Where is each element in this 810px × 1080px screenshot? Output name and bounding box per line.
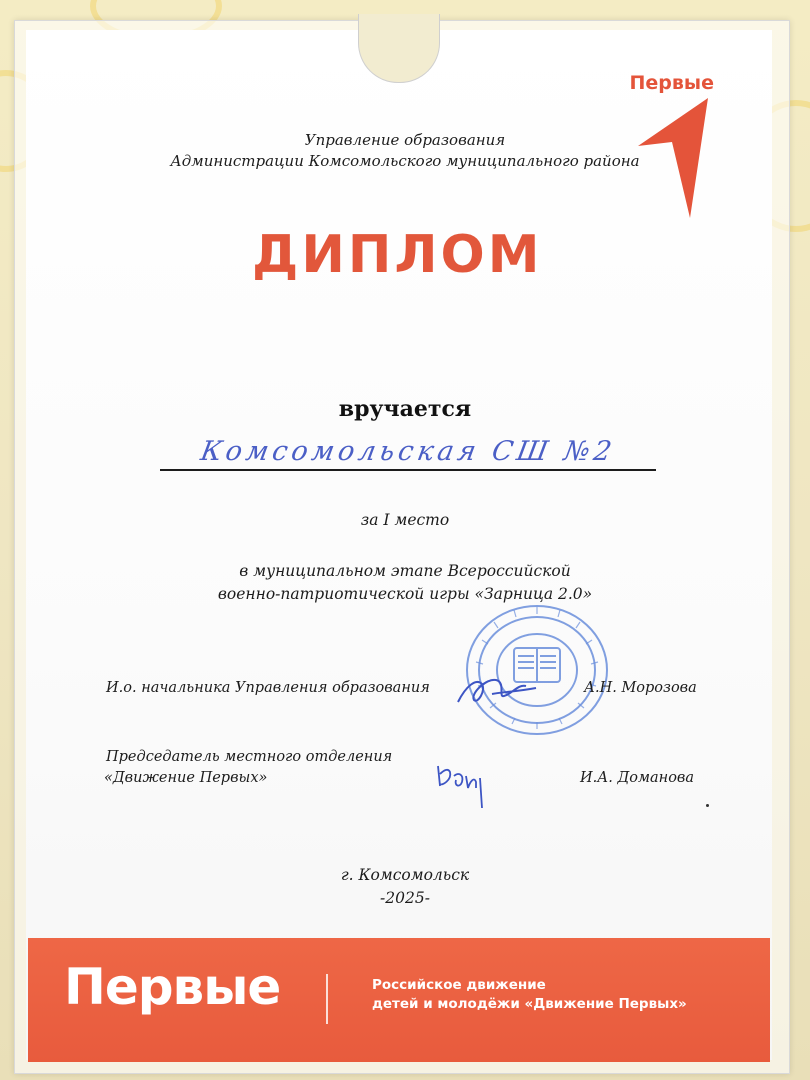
city-text: г. Комсомольск xyxy=(340,866,470,884)
signature1-icon xyxy=(452,664,542,714)
signer2-role-line2: «Движение Первых» xyxy=(104,770,268,786)
org-name-line1: Управление образования xyxy=(304,131,506,149)
footer-org-text xyxy=(372,976,687,1014)
footer-banner xyxy=(28,938,770,1062)
org-name-line2: Администрации Комсомольского муниципального района xyxy=(170,152,640,170)
place-text: за I место xyxy=(360,511,450,529)
winner-underline xyxy=(160,469,656,471)
awarded-label: вручается xyxy=(338,396,472,422)
corner-logo-text: Первые xyxy=(629,72,714,94)
footer-divider xyxy=(326,974,328,1024)
footer-brand-logo: Первые xyxy=(64,958,281,1016)
signature2-icon xyxy=(432,758,492,814)
signer2-name: И.А. Доманова xyxy=(580,770,695,786)
signer2-role-line1: Председатель местного отделения xyxy=(106,749,393,765)
footer-text-line1: Российское движение xyxy=(372,977,546,993)
signer1-role: И.о. начальника Управления образования xyxy=(106,680,430,696)
footer-text-line2: детей и молодёжи «Движение Первых» xyxy=(372,996,687,1012)
year-text: -2025- xyxy=(380,889,430,907)
event-line2: военно-патриотической игры «Зарница 2.0» xyxy=(217,585,593,603)
paper-speck xyxy=(706,804,709,807)
event-line1: в муниципальном этапе Всероссийской xyxy=(239,562,571,580)
signer1-name: А.Н. Морозова xyxy=(584,680,697,696)
winner-name: Комсомольская СШ №2 xyxy=(198,436,618,467)
diploma-title: ДИПЛОМ xyxy=(252,225,543,285)
